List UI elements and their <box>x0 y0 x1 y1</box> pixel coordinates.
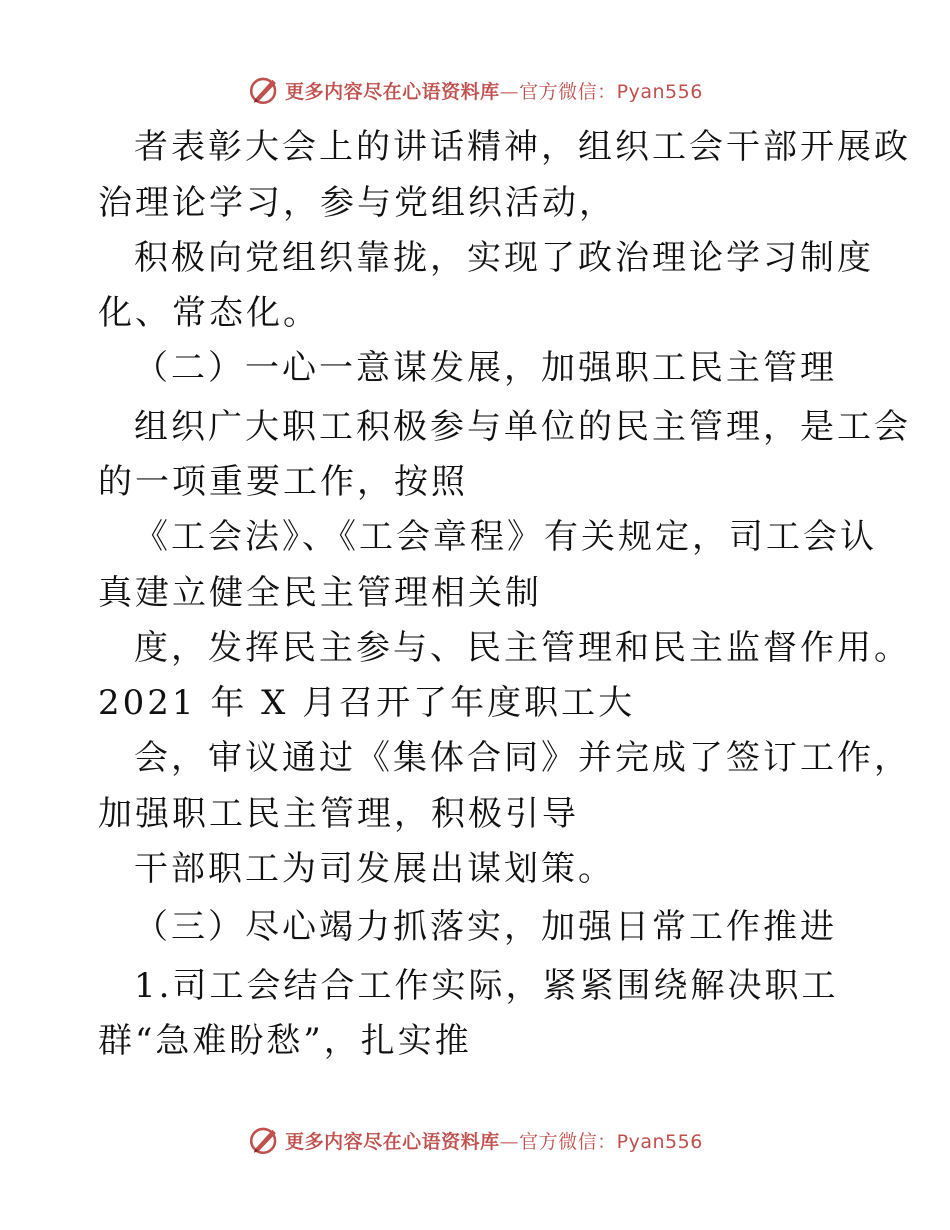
paragraph-line: 群“急难盼愁”，扎实推 <box>98 1021 472 1061</box>
paragraph-line: 者表彰大会上的讲话精神，组织工会干部开展政 <box>134 127 911 167</box>
paragraph-line: 加强职工民主管理，积极引导 <box>98 793 579 834</box>
document-body <box>98 118 911 1067</box>
paragraph-line: 的一项重要工作，按照 <box>98 462 468 502</box>
section-heading: （三）尽心竭力抓落实，加强日常工作推进 <box>134 907 837 947</box>
pen-logo-icon <box>247 1123 281 1157</box>
header-watermark-banner <box>0 70 950 110</box>
paragraph-line: 干部职工为司发展出谋划策。 <box>134 848 615 889</box>
watermark-text: 更多内容尽在心语资料库—官方微信：Pyan556 <box>285 80 703 103</box>
watermark-text: 更多内容尽在心语资料库—官方微信：Pyan556 <box>285 1130 703 1153</box>
paragraph-line: 组织广大职工积极参与单位的民主管理，是工会 <box>134 406 911 447</box>
paragraph-line: 真建立健全民主管理相关制 <box>98 572 542 613</box>
footer-watermark-banner <box>0 1120 950 1160</box>
paragraph-line: 治理论学习，参与党组织活动， <box>98 182 616 223</box>
paragraph-line: 会，审议通过《集体合同》并完成了签订工作， <box>134 738 911 778</box>
paragraph-line: 1.司工会结合工作实际，紧紧围绕解决职工 <box>134 965 839 1006</box>
paragraph-line: 积极向党组织靠拢，实现了政治理论学习制度 <box>134 237 874 278</box>
paragraph-line: 2021 年 X 月召开了年度职工大 <box>98 683 636 723</box>
section-heading: （二）一心一意谋发展，加强职工民主管理 <box>134 348 837 388</box>
paragraph-line: 度，发挥民主参与、民主管理和民主监督作用。 <box>134 627 911 668</box>
pen-logo-icon <box>247 73 281 107</box>
paragraph-line: 化、常态化。 <box>98 293 320 333</box>
paragraph-line: 《工会法》、《工会章程》有关规定，司工会认 <box>134 517 877 557</box>
